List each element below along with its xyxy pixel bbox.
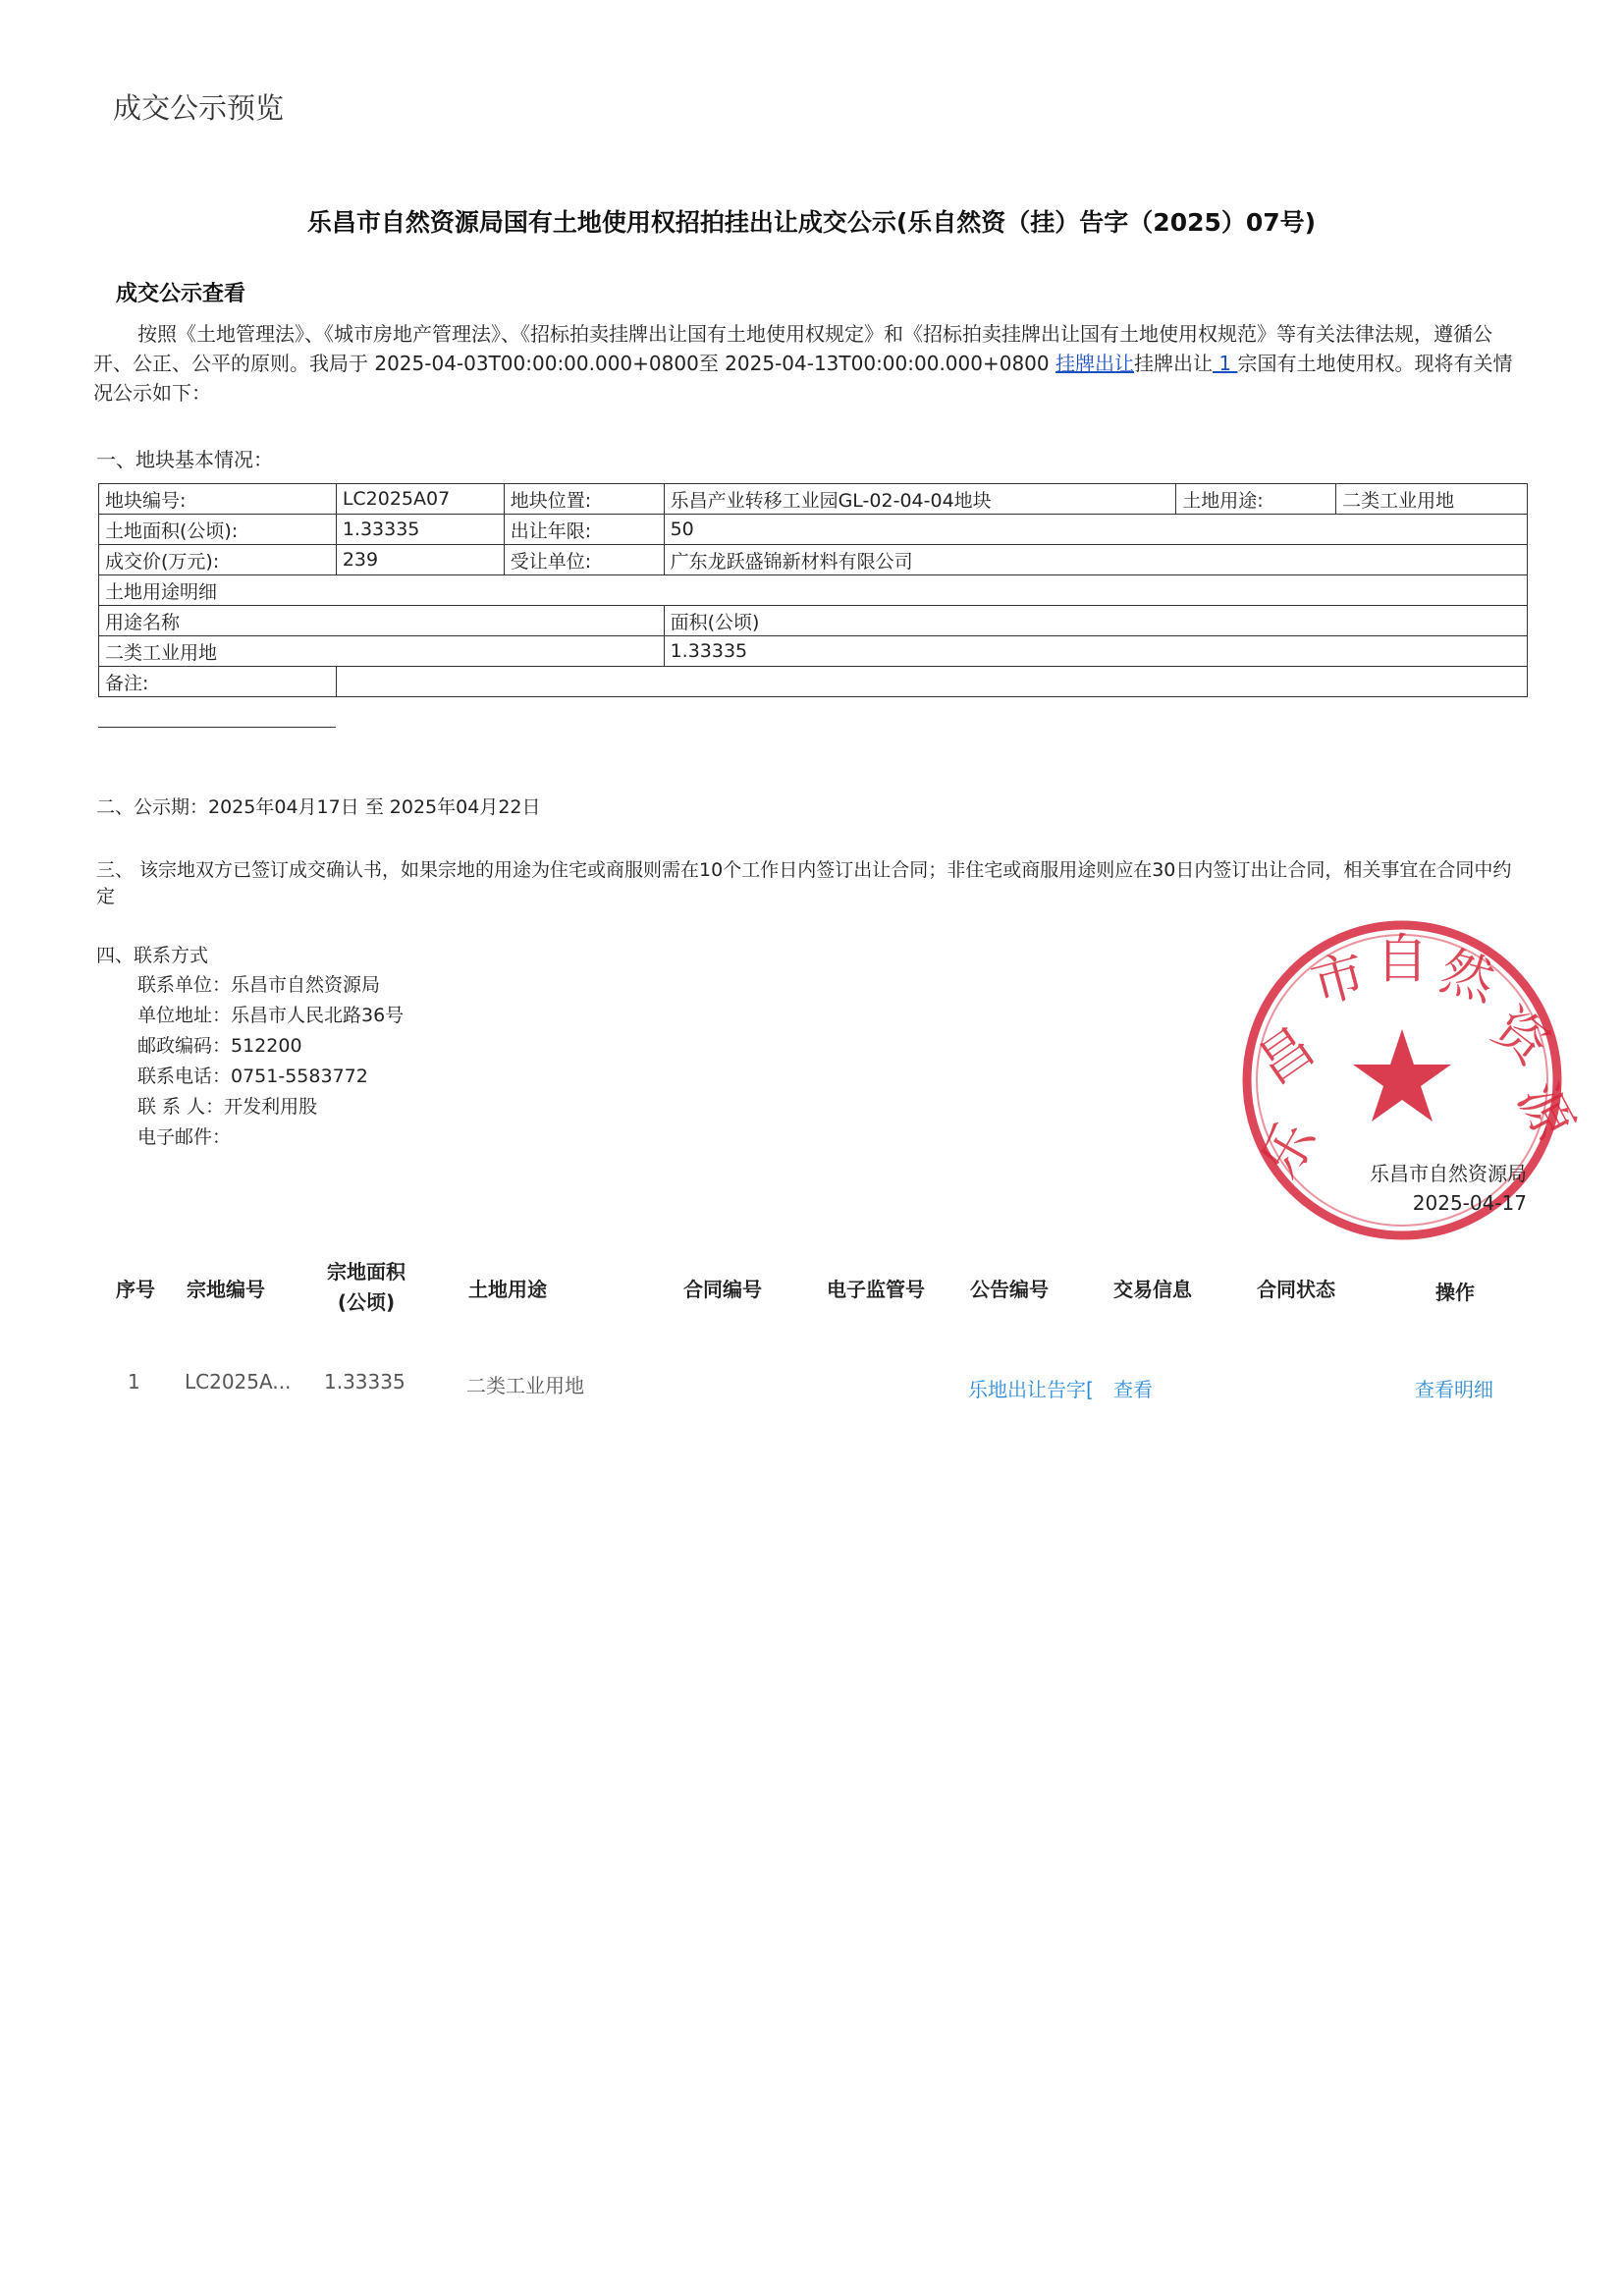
grid-header-parcel: 宗地编号 <box>187 1278 265 1301</box>
use-label: 土地用途: <box>1176 484 1336 515</box>
seal-star-icon <box>1353 1029 1451 1121</box>
area-label: 土地面积(公顷): <box>99 515 337 545</box>
contact-postcode: 邮政编码：512200 <box>137 1035 302 1057</box>
remark-value <box>336 667 1527 697</box>
svg-text:昌: 昌 <box>1246 1014 1325 1097</box>
row-use: 二类工业用地 <box>466 1374 584 1397</box>
grid-header-contract-no: 合同编号 <box>683 1278 762 1301</box>
grid-header-supervision-no: 电子监管号 <box>827 1278 925 1301</box>
svg-text:资: 资 <box>1481 995 1562 1077</box>
price-value: 239 <box>336 545 504 575</box>
grid-header-area: 宗地面积 (公顷) <box>327 1260 406 1314</box>
page-title: 乐昌市自然资源局国有土地使用权招拍挂出让成交公示(乐自然资（挂）告字（2025）07号) <box>306 208 1317 237</box>
row-view-detail-link[interactable]: 查看明细 <box>1415 1378 1493 1401</box>
intro-text-a: 按照《土地管理法》、《城市房地产管理法》、《招标拍卖挂牌出让国有土地使用权规定》和《招标拍卖挂牌出让国有土地使用权规范》等有关法律法规，遵循公开、公正、公平的原则。我局于 2025-04-03T00:00:00.000+0800至 2025-04-13T00:00:00.000+0800 <box>93 322 1492 375</box>
area-value: 1.33335 <box>336 515 504 545</box>
section-1-heading: 一、地块基本情况： <box>96 448 273 471</box>
svg-text:然: 然 <box>1434 939 1502 1013</box>
grid-header-contract-status: 合同状态 <box>1257 1278 1335 1301</box>
usage-area-value: 1.33335 <box>664 636 1527 667</box>
count-link[interactable]: 1 <box>1213 352 1238 375</box>
svg-text:自: 自 <box>1376 928 1429 990</box>
page-header: 成交公示预览 <box>113 91 285 125</box>
grid-header-action: 操作 <box>1435 1281 1475 1304</box>
use-value: 二类工业用地 <box>1336 484 1528 515</box>
intro-paragraph <box>93 319 1527 408</box>
parcel-info-table <box>98 483 1528 697</box>
contact-block <box>137 970 404 1153</box>
usage-name-header: 用途名称 <box>99 606 665 636</box>
grid-header-use: 土地用途 <box>468 1278 547 1301</box>
contact-person: 联 系 人：开发利用股 <box>137 1096 318 1118</box>
usage-name-value: 二类工业用地 <box>99 636 665 667</box>
svg-text:乐: 乐 <box>1248 1111 1328 1188</box>
grid-header-notice-no: 公告编号 <box>970 1278 1049 1301</box>
intro-text-b: 挂牌出让 <box>1134 352 1213 375</box>
contact-unit: 联系单位：乐昌市自然资源局 <box>137 974 381 996</box>
row-trade-view-link[interactable]: 查看 <box>1113 1378 1153 1401</box>
section-2-period: 二、公示期：2025年04月17日 至 2025年04月22日 <box>96 796 541 818</box>
row-area: 1.33335 <box>324 1370 406 1394</box>
svg-text:市: 市 <box>1304 942 1373 1016</box>
usage-detail-label: 土地用途明细 <box>99 575 1528 606</box>
row-seq: 1 <box>128 1370 140 1394</box>
contact-phone: 联系电话：0751-5583772 <box>137 1066 368 1087</box>
parcel-no-value: LC2025A07 <box>336 484 504 515</box>
table-stub-line <box>98 727 336 728</box>
term-label: 出让年限: <box>504 515 664 545</box>
buyer-value: 广东龙跃盛锦新材料有限公司 <box>664 545 1527 575</box>
contact-email: 电子邮件： <box>137 1126 232 1148</box>
grid-header-trade-info: 交易信息 <box>1113 1278 1192 1301</box>
section-4-heading: 四、联系方式 <box>96 945 209 966</box>
location-label: 地块位置: <box>504 484 664 515</box>
term-value: 50 <box>664 515 1527 545</box>
section-heading: 成交公示查看 <box>116 282 246 306</box>
section-3-text: 三、 该宗地双方已签订成交确认书，如果宗地的用途为住宅或商服则需在10个工作日内签订出让合同；非住宅或商服用途则应在30日内签订出让合同，相关事宜在合同中约定 <box>96 859 1512 907</box>
remark-label: 备注: <box>99 667 337 697</box>
method-link[interactable]: 挂牌出让 <box>1055 352 1134 375</box>
usage-area-header: 面积(公顷) <box>664 606 1527 636</box>
location-value: 乐昌产业转移工业园GL-02-04-04地块 <box>664 484 1176 515</box>
seal-caption <box>1365 1159 1527 1218</box>
grid-header-seq: 序号 <box>116 1278 155 1301</box>
price-label: 成交价(万元): <box>99 545 337 575</box>
seal-date: 2025-04-17 <box>1412 1191 1527 1215</box>
svg-text:源: 源 <box>1505 1072 1586 1149</box>
seal-org: 乐昌市自然资源局 <box>1370 1162 1527 1185</box>
intro-text-c: 宗国有土地使用权。现将有关情况公示如下： <box>93 352 1513 405</box>
buyer-label: 受让单位: <box>504 545 664 575</box>
parcel-no-label: 地块编号: <box>99 484 337 515</box>
row-notice-link[interactable]: 乐地出让告字[ <box>968 1378 1094 1401</box>
contact-address: 单位地址：乐昌市人民北路36号 <box>137 1005 405 1026</box>
row-parcel: LC2025A... <box>185 1370 292 1394</box>
